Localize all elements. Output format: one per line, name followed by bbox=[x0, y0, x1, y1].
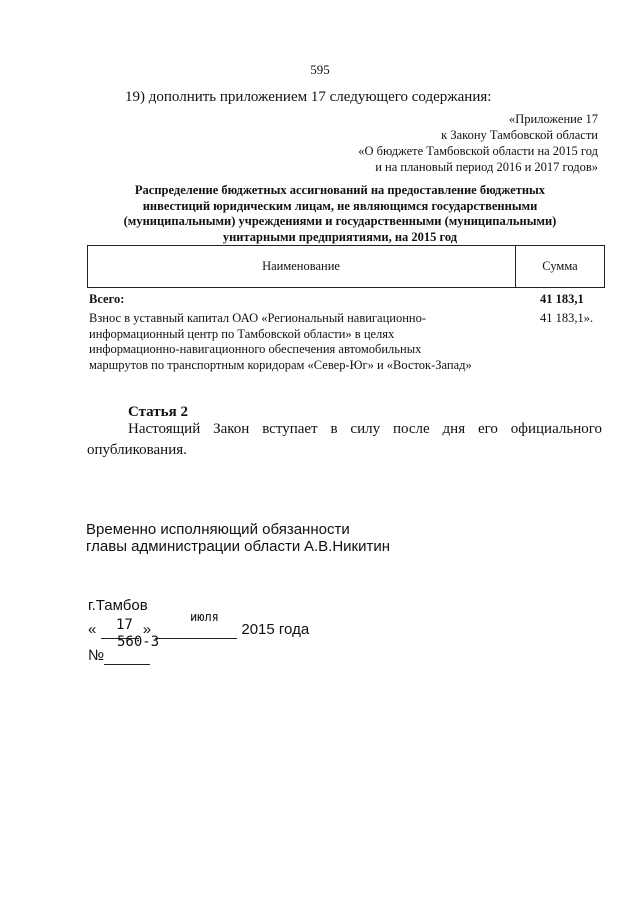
appendix-header bbox=[358, 111, 598, 175]
article-title: Статья 2 bbox=[128, 404, 188, 420]
date-month-handwritten: июля bbox=[190, 610, 219, 624]
table-total-value: 41 183,1 bbox=[540, 292, 584, 306]
document-title bbox=[100, 183, 580, 245]
signature-position-line2: главы администрации области bbox=[86, 538, 301, 555]
title-line: унитарными предприятиями, на 2015 год bbox=[222, 229, 458, 244]
registration-number-label: № bbox=[88, 647, 105, 664]
place-of-signing: г.Тамбов bbox=[88, 597, 148, 614]
title-line: Распределение бюджетных ассигнований на предоставление бюджетных bbox=[134, 183, 546, 197]
row-description-line: информационный центр по Тамбовской области» в целях bbox=[89, 326, 395, 341]
date-day-handwritten: 17 bbox=[116, 617, 133, 633]
table-row-value: 41 183,1». bbox=[540, 311, 594, 325]
registration-number-underline bbox=[104, 647, 150, 665]
appendix-line: и на плановый период 2016 и 2017 годов» bbox=[375, 160, 598, 174]
registration-number-line bbox=[88, 647, 150, 665]
registration-number-value: 560-З bbox=[117, 634, 160, 650]
row-description-line: Взнос в уставный капитал ОАО «Региональный навигационно- bbox=[89, 311, 426, 325]
title-line: инвестиций юридическим лицам, не являющимся государственными bbox=[142, 198, 538, 213]
table-total-label: Всего: bbox=[89, 292, 125, 306]
page-number: 595 bbox=[310, 62, 330, 77]
date-close-quote: » bbox=[142, 621, 152, 638]
row-description-line: маршрутов по транспортным коридорам «Север-Юг» и «Восток-Запад» bbox=[89, 357, 472, 372]
title-line: (муниципальными) учреждениями и государственными (муниципальными) bbox=[123, 214, 557, 228]
intro-paragraph: 19) дополнить приложением 17 следующего содержания: bbox=[125, 89, 492, 105]
article-body-text: Настоящий Закон вступает в силу после дня его официального опубликования. bbox=[87, 421, 602, 458]
appendix-line: «Приложение 17 bbox=[509, 112, 598, 126]
date-open-quote: « bbox=[88, 621, 97, 638]
date-year: 2015 года bbox=[241, 621, 310, 638]
row-description-line: информационно-навигационного обеспечения автомобильных bbox=[89, 342, 422, 356]
signature-position-line1: Временно исполняющий обязанности bbox=[86, 521, 350, 538]
appendix-line: к Закону Тамбовской области bbox=[441, 128, 598, 142]
signatory-name: А.В.Никитин bbox=[304, 538, 391, 555]
article-body bbox=[87, 419, 602, 461]
table-row-description bbox=[89, 311, 519, 373]
table-header-name: Наименование bbox=[262, 259, 340, 273]
appendix-line: «О бюджете Тамбовской области на 2015 год bbox=[358, 144, 598, 158]
table-header-sum: Сумма bbox=[542, 259, 578, 273]
